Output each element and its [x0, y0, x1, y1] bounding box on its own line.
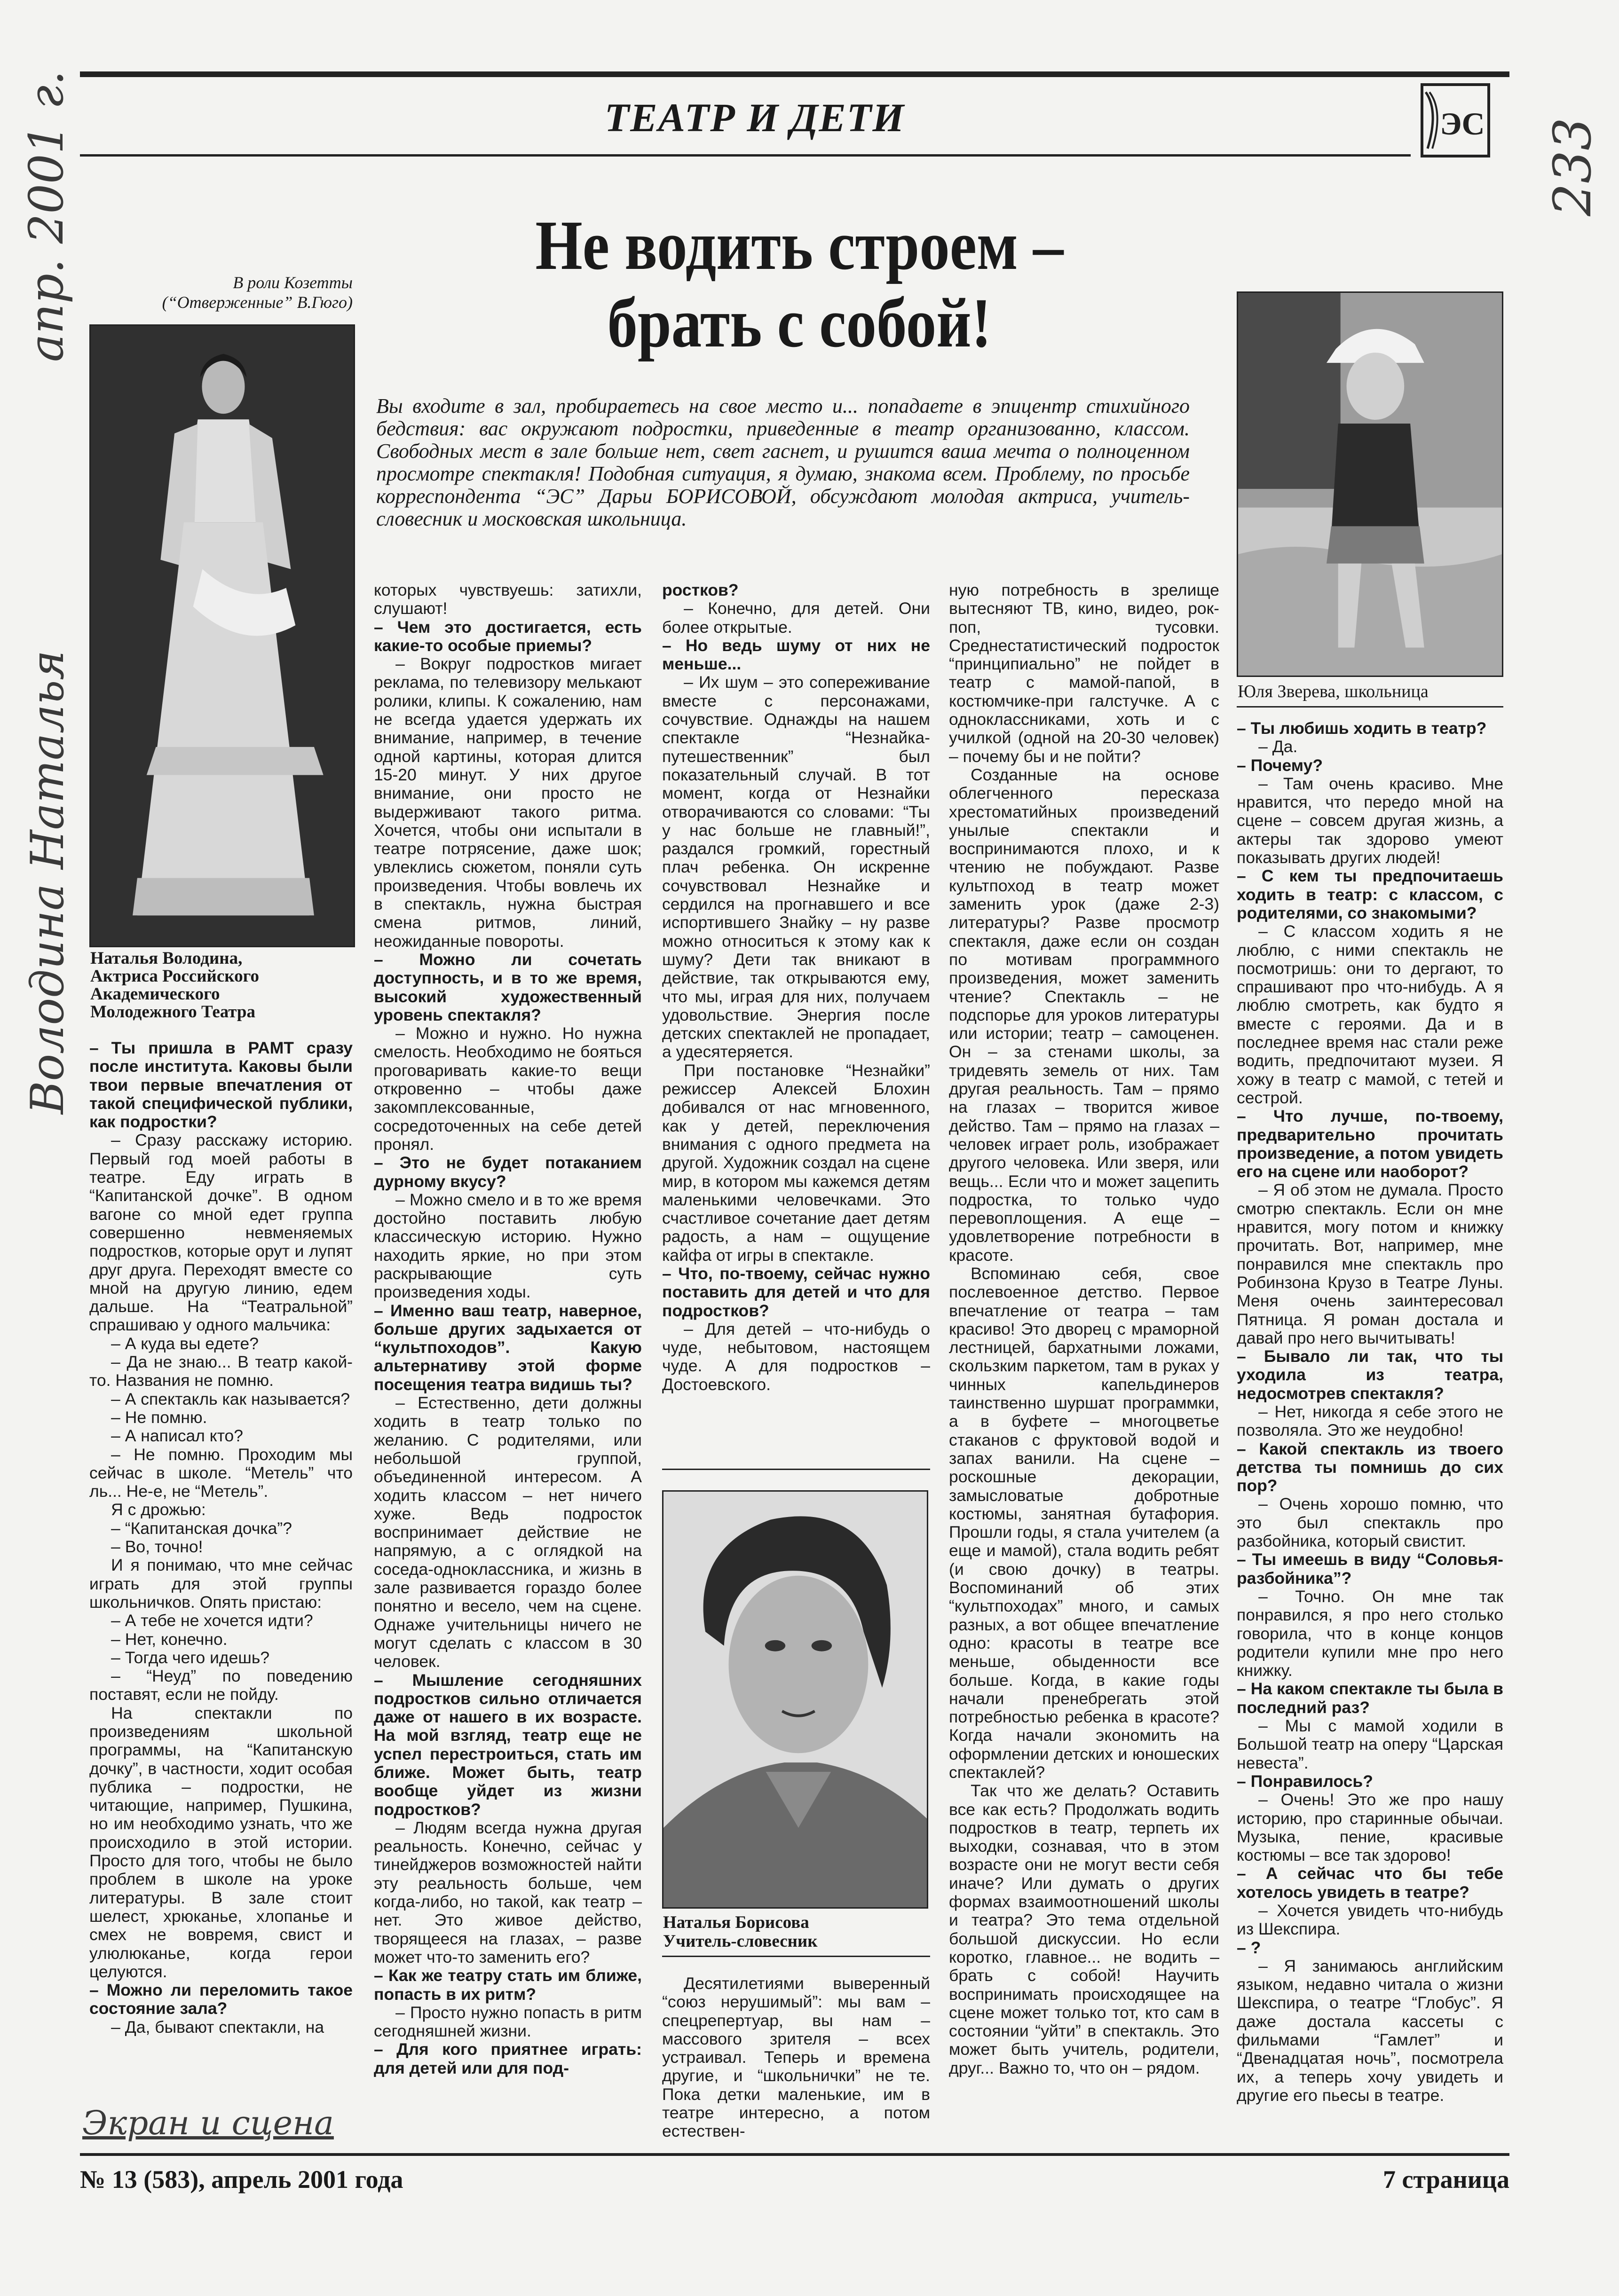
answer-paragraph: которых чувствуешь: затихли, слушают! — [374, 581, 642, 618]
answer-paragraph: – Для детей – что-нибудь о чуде, небытовом, настоящем чуде. А для подростков – Достоевского. — [662, 1320, 930, 1394]
actress-name: Наталья Володина, — [90, 949, 243, 968]
question-paragraph: – А сейчас что бы тебе хотелось увидеть в театре? — [1237, 1864, 1503, 1902]
question-paragraph: – Но ведь шуму от них не меньше... — [662, 637, 930, 674]
answer-paragraph: – “Капитанская дочка”? — [89, 1519, 353, 1538]
handwritten-page-number: 233 — [1542, 118, 1603, 216]
answer-paragraph: – Точно. Он мне так понравился, я про него столько говорила, что в конце концов родители купили мне про него книжку. — [1237, 1588, 1503, 1680]
question-paragraph: – Для кого приятнее играть: для детей или для под- — [374, 2040, 642, 2077]
answer-paragraph: Так что же делать? Оставить все как есть? Продолжать водить подростков в театр, терпеть их выходки, сознавая, что в этом возрасте они не могут вести себя иначе? Или думать о других формах взаимоотношений школы и театра? Это тема отдельной большой дискуссии. Но если коротко, главное... не водить – брать с собой! Научить воспринимать происходящее на сцене может только тот, кто сам в состоянии “уйти” в спектакль. Это может быть учитель, родители, друг... Важно то, что он – рядом. — [949, 1781, 1219, 2077]
logo-text: ЭС — [1440, 106, 1485, 142]
headline — [435, 207, 1163, 362]
issue-line: № 13 (583), апрель 2001 года — [80, 2165, 403, 2194]
column-1 — [89, 1039, 353, 2087]
question-paragraph: – Что лучше, по-твоему, предварительно прочитать произведение, а потом увидеть его на сцене или наоборот? — [1237, 1107, 1503, 1181]
column-4 — [949, 581, 1219, 2085]
answer-paragraph: – Конечно, для детей. Они более открытые. — [662, 599, 930, 637]
answer-paragraph: – Вокруг подростков мигает реклама, по телевизору мелькают ролики, клипы. К сожалению, нам не всегда удается удержать их внимание, например, в течение одной картины, которая длится 15-20 минут. У них другое внимание, они просто не выдерживают такого ритма. Хочется, чтобы они испытали в театре потрясение, даже шок; увлеклись сюжетом, поняли суть произведения. Чтобы вовлечь их в спектакль, нужна быстрая смена ритмов, линий, неожиданные повороты. — [374, 655, 642, 951]
actress-caption-line-3: Академического — [90, 984, 220, 1004]
schoolgirl-caption-rule — [1237, 706, 1503, 708]
question-paragraph: – С кем ты предпочитаешь ходить в театр: с классом, с родителями, со знакомыми? — [1237, 867, 1503, 922]
teacher-intro-text: Десятилетиями выверенный “союз нерушимый”: мы вам – спецрепертуар, вы нам – массового зрителя – всех устраивал. Теперь и времена другие, и “школьнички” не те. Пока детки маленькие, им в театре интересно, а потом естествен- — [662, 1974, 930, 2141]
answer-paragraph: – Сразу расскажу историю. Первый год моей работы в театре. Еду играть в “Капитанской дочке”. В одном вагоне со мной едет группа совершенно невменяемых подростков, которые орут и лупят друг друга. Переходят вместе со мной на другую линию, едем дальше. На “Театральной” спрашиваю у одного мальчика: — [89, 1131, 353, 1334]
column-5 — [1237, 719, 1504, 2105]
answer-paragraph: – Не помню. — [89, 1408, 353, 1427]
answer-paragraph: – Можно и нужно. Но нужна смелость. Необходимо не бояться проговаривать какие-то вещи откровенно – чтобы даже закомплексованные, сосредоточенных на себе детей пронял. — [374, 1024, 642, 1154]
answer-paragraph: – Я занимаюсь английским языком, недавно читала о жизни Шекспира, о театре “Глобус”. Я даже достала кассеты с фильмами “Гамлет” и “Двенадцатая ночь”, посмотрела их, а теперь хочу увидеть и другие его пьесы в театре. — [1237, 1957, 1503, 2105]
answer-paragraph: ную потребность в зрелище вытесняют ТВ, кино, видео, рок-поп, тусовки. Среднестатистический подросток “принципиально” не пойдет в театр с мамой-папой, в костюмчике-при галстучке. А с одноклассниками, хоть и с училкой (одной на 20-30 человек) – почему бы и не пойти? — [949, 581, 1219, 766]
role-caption-line-1: В роли Козетты — [233, 273, 353, 292]
answer-paragraph: И я понимаю, что мне сейчас играть для этой группы школьничков. Опять пристаю: — [89, 1556, 353, 1612]
answer-paragraph: – Очень! Это же про нашу историю, про старинные обычаи. Музыка, пение, красивые костюмы – все так здорово! — [1237, 1791, 1503, 1864]
column-3-bottom — [662, 1974, 930, 2141]
answer-paragraph: – “Неуд” по поведению поставят, если не пойду. — [89, 1667, 353, 1704]
answer-paragraph: При постановке “Незнайки” режиссер Алексей Блохин добивался от нас мгновенного, как у детей, переключения внимания с одного предмета на другой. Художник создал на сцене мир, в котором мы кажемся детям маленькими человечками. Это счастливое сочетание дает детям радость, а нам – ощущение кайфа от игры в спектакле. — [662, 1061, 930, 1265]
role-caption-line-2: (“Отверженные” В.Гюго) — [162, 293, 353, 312]
teacher-name: Наталья Борисова — [663, 1913, 809, 1932]
question-paragraph: – Именно ваш театр, наверное, больше других задыхается от “культпоходов”. Какую альтернативу этой форме посещения театра видишь ты? — [374, 1302, 642, 1394]
answer-paragraph: – Да. — [1237, 738, 1503, 756]
answer-paragraph: – А спектакль как называется? — [89, 1390, 353, 1408]
question-paragraph: – Ты любишь ходить в театр? — [1237, 719, 1503, 738]
answer-paragraph: – Там очень красиво. Мне нравится, что передо мной на сцене – совсем другая жизнь, а актеры так здорово умеют показывать других людей! — [1237, 775, 1503, 867]
answer-paragraph: – Я об этом не думала. Просто смотрю спектакль. Если он мне нравится, могу потом и книжку прочитать. Вот, например, мне понравился мне спектакль про Робинзона Крузо в Театре Луны. Меня очень заинтересовал Пятница. Я роман достала и давай про него вычитывать! — [1237, 1181, 1503, 1347]
schoolgirl-photo — [1237, 291, 1503, 677]
answer-paragraph: – Очень хорошо помню, что это был спектакль про разбойника, который свистит. — [1237, 1495, 1503, 1550]
question-paragraph: – Понравилось? — [1237, 1772, 1503, 1791]
answer-paragraph: – А тебе не хочется идти? — [89, 1612, 353, 1630]
question-paragraph: – Мышление сегодняшних подростков сильно отличается даже от нашего в их возрасте. На мой взгляд, театр еще не успел перестроиться, стать им ближе. Может быть, театр вообще уйдет из жизни подростков? — [374, 1671, 642, 1819]
answer-paragraph: – Нет, никогда я себе этого не позволяла. Это же неудобно! — [1237, 1403, 1503, 1440]
question-paragraph: – Бывало ли так, что ты уходила из театра, недосмотрев спектакля? — [1237, 1347, 1503, 1403]
answer-paragraph: – Да не знаю... В театр какой-то. Названия не помню. — [89, 1353, 353, 1390]
section-title: ТЕАТР И ДЕТИ — [604, 95, 905, 140]
answer-paragraph: – Просто нужно попасть в ритм сегодняшней жизни. — [374, 2004, 642, 2041]
answer-paragraph: – Их шум – это сопереживание вместе с персонажами, сочувствие. Однажды на нашем спектакле “Незнайка-путешественник” был показательный случай. В тот момент, когда от Незнайки отворачиваются со словами: “Ты у нас больше не главный!”, раздался громкий, горестный плач ребенка. Он искренне сочувствовал Незнайке и сердился на прогнавшего и все испортившего Знайку – ну разве можно относиться к этому как к шуму? Дети так вникают в действие, так открываются ему, что мы, играя для них, получаем удовольствие. Энергия после детских спектаклей не пропадает, а удесятеряется. — [662, 673, 930, 1061]
answer-paragraph: – Людям всегда нужна другая реальность. Конечно, сейчас у тинейджеров возможностей найти эту реальность больше, чем когда-либо, но такой, как театр – нет. Это живое действо, творящееся на глазах, – разве может что-то заменить его? — [374, 1819, 642, 1966]
question-paragraph: – Как же театру стать им ближе, попасть в их ритм? — [374, 1966, 642, 2004]
handwritten-date: апр. 2001 г. — [19, 70, 74, 362]
question-paragraph: – На каком спектакле ты была в последний раз? — [1237, 1680, 1503, 1717]
answer-paragraph: – Тогда чего идешь? — [89, 1649, 353, 1667]
question-paragraph: – Это не будет потаканием дурному вкусу? — [374, 1154, 642, 1191]
column-3-divider — [662, 1469, 930, 1470]
teacher-caption-rule — [662, 1956, 930, 1957]
answer-paragraph: Я с дрожью: — [111, 1500, 206, 1519]
actress-caption — [90, 950, 358, 1021]
teacher-caption — [663, 1913, 931, 1951]
answer-paragraph: Созданные на основе облегченного пересказа хрестоматийных произведений унылые спектакли и воспринимаются плохо, и к чтению не побуждают. Разве культпоход в театр может заменить урок (даже 2-3) литературы? Разве просмотр спектакля, даже если он создан по мотивам программного произведения, может заменить чтение? Спектакль – не подспорье для уроков литературы или истории; театр – самоценен. Он – за стенами школы, за тридевять земель от них. Там другая реальность. Там – прямо на глазах – творится живое действо. Там – прямо на глазах – человек играет роль, изображает другого человека. Или зверя, или вещь... Если что и может зацепить подростка, то только чудо перевоплощения. А еще – удовлетворение потребности в красоте. — [949, 765, 1219, 1265]
headline-line-2: брать с собой! — [607, 284, 992, 362]
answer-paragraph: – Да, бывают спектакли, на — [89, 2018, 353, 2037]
question-paragraph: – Почему? — [1237, 756, 1503, 775]
answer-paragraph: Вспоминаю себя, свое послевоенное детство. Первое впечатление от театра – там красиво! Это дворец с мраморной лестницей, бархатными ложами, скользким паркетом, там в руках у чинных капельдинеров таинственно шуршат программки, а в буфете – многоцветье стаканов с фруктовой водой и запах ванили. На сцене – роскошные декорации, замысловатые добротные костюмы, занятная бутафория. Прошли годы, я стала учителем (а еще и мамой), стала водить ребят (и свою дочку) в театры. Воспоминаний об этих “культпоходах” много, и самых разных, а вот общее впечатление одно: красоты в театре все меньше, обыденности все больше. Когда, в какие годы начали пренебрегать этой потребностью ребенка в красоте? Когда начали экономить на оформлении детских и юношеских спектаклей? — [949, 1264, 1219, 1782]
answer-paragraph: – Нет, конечно. — [89, 1630, 353, 1649]
footer-rule — [80, 2153, 1509, 2156]
handwritten-actress-name: Володина Наталья — [21, 650, 74, 1114]
headline-line-1: Не водить строем – — [535, 206, 1064, 284]
schoolgirl-caption: Юля Зверева, школьница — [1238, 682, 1429, 701]
handwritten-source: Экран и сцена — [82, 2104, 334, 2142]
teacher-role: Учитель-словесник — [663, 1932, 818, 1951]
question-paragraph: – Чем это достигается, есть какие-то особые приемы? — [374, 618, 642, 655]
answer-paragraph: – Естественно, дети должны ходить в театр только по желанию. С родителями, или небольшой группой, объединенной интересом. А ходить классом – нет ничего хуже. Ведь подросток воспринимает действие не напрямую, а с оглядкой на соседа-одноклассника, и жизнь в зале развивается гораздо более понятно и весело, чем на сцене. Однаже учительницы ничего не могут сделать с классом в 30 человек. — [374, 1394, 642, 1671]
question-paragraph: – Что, по-твоему, сейчас нужно поставить для детей и что для подростков? — [662, 1265, 930, 1320]
question-paragraph: – ? — [1237, 1939, 1503, 1957]
answer-paragraph: – А куда вы едете? — [89, 1335, 353, 1353]
logo-es — [1420, 83, 1491, 158]
answer-paragraph: – Можно смело и в то же время достойно поставить любую классическую историю. Нужно находить яркие, но при этом раскрывающие суть произведения ходы. — [374, 1191, 642, 1302]
question-paragraph: – Можно ли переломить такое состояние зала? — [89, 1981, 353, 2018]
answer-paragraph: – Мы с мамой ходили в Большой театр на оперу “Царская невеста”. — [1237, 1717, 1503, 1772]
question-paragraph: – Какой спектакль из твоего детства ты помнишь до сих пор? — [1237, 1440, 1503, 1495]
top-rule — [80, 71, 1509, 77]
actress-photo — [89, 324, 355, 947]
actress-caption-line-2: Актриса Российского — [90, 967, 259, 986]
answer-paragraph: – С классом ходить я не люблю, с ними спектакль не посмотришь: они то дергают, то спрашивают про что-нибудь. А я люблю смотреть, как будто я вместе с героями. Да и в последнее время нас стали реже водить, предпочитают музеи. Я хожу в театр с мамой, с тетей и сестрой. — [1237, 922, 1503, 1107]
teacher-photo — [662, 1490, 928, 1909]
question-paragraph: – Ты пришла в РАМТ сразу после института. Каковы были твои первые впечатления от такой специфической публики, как подростки? — [89, 1039, 353, 1131]
question-paragraph: – Можно ли сочетать доступность, и в то же время, высокий художественный уровень спектакля? — [374, 951, 642, 1024]
answer-paragraph: – А написал кто? — [89, 1427, 353, 1445]
page-label: 7 страница — [1382, 2165, 1509, 2194]
left-role-caption — [89, 273, 353, 312]
article-lead: Вы входите в зал, пробираетесь на свое место и... попадаете в эпицентр стихийного бедствия: вас окружают подростки, приведенные в театр организованно, классом. Свободных мест в зале больше нет, свет гаснет, и рушится ваша мечта о полноценном просмотре спектакля! Подобная ситуация, я думаю, знакома всем. Проблему, по просьбе корреспондента “ЭС” Дарьи БОРИСОВОЙ, обсуждают молодая актриса, учитель-словесник и московская школьница. — [376, 394, 1190, 530]
header-rule — [80, 154, 1411, 157]
answer-paragraph: – Не помню. Проходим мы сейчас в школе. “Метель” что ль... Не-е, не “Метель”. — [89, 1446, 353, 1501]
question-paragraph: ростков? — [662, 581, 739, 599]
question-paragraph: – Ты имеешь в виду “Соловья-разбойника”? — [1237, 1550, 1503, 1588]
answer-paragraph: – Хочется увидеть что-нибудь из Шекспира. — [1237, 1902, 1503, 1939]
answer-paragraph: – Во, точно! — [89, 1538, 353, 1556]
column-3-top — [662, 581, 930, 1474]
answer-paragraph: На спектакли по произведениям школьной программы, на “Капитанскую дочку”, в частности, ходит особая публика – подростки, не читающие, например, Пушкина, но им необходимо узнать, что же происходило в этой истории. Просто для того, чтобы не было проблем в школе на уроке литературы. В зале стоит шелест, хрюканье, хлопанье и смех не вовремя, свист и улюлюканье, когда герои целуются. — [89, 1703, 353, 1981]
column-2 — [374, 581, 642, 2085]
actress-caption-line-4: Молодежного Театра — [90, 1002, 255, 1022]
